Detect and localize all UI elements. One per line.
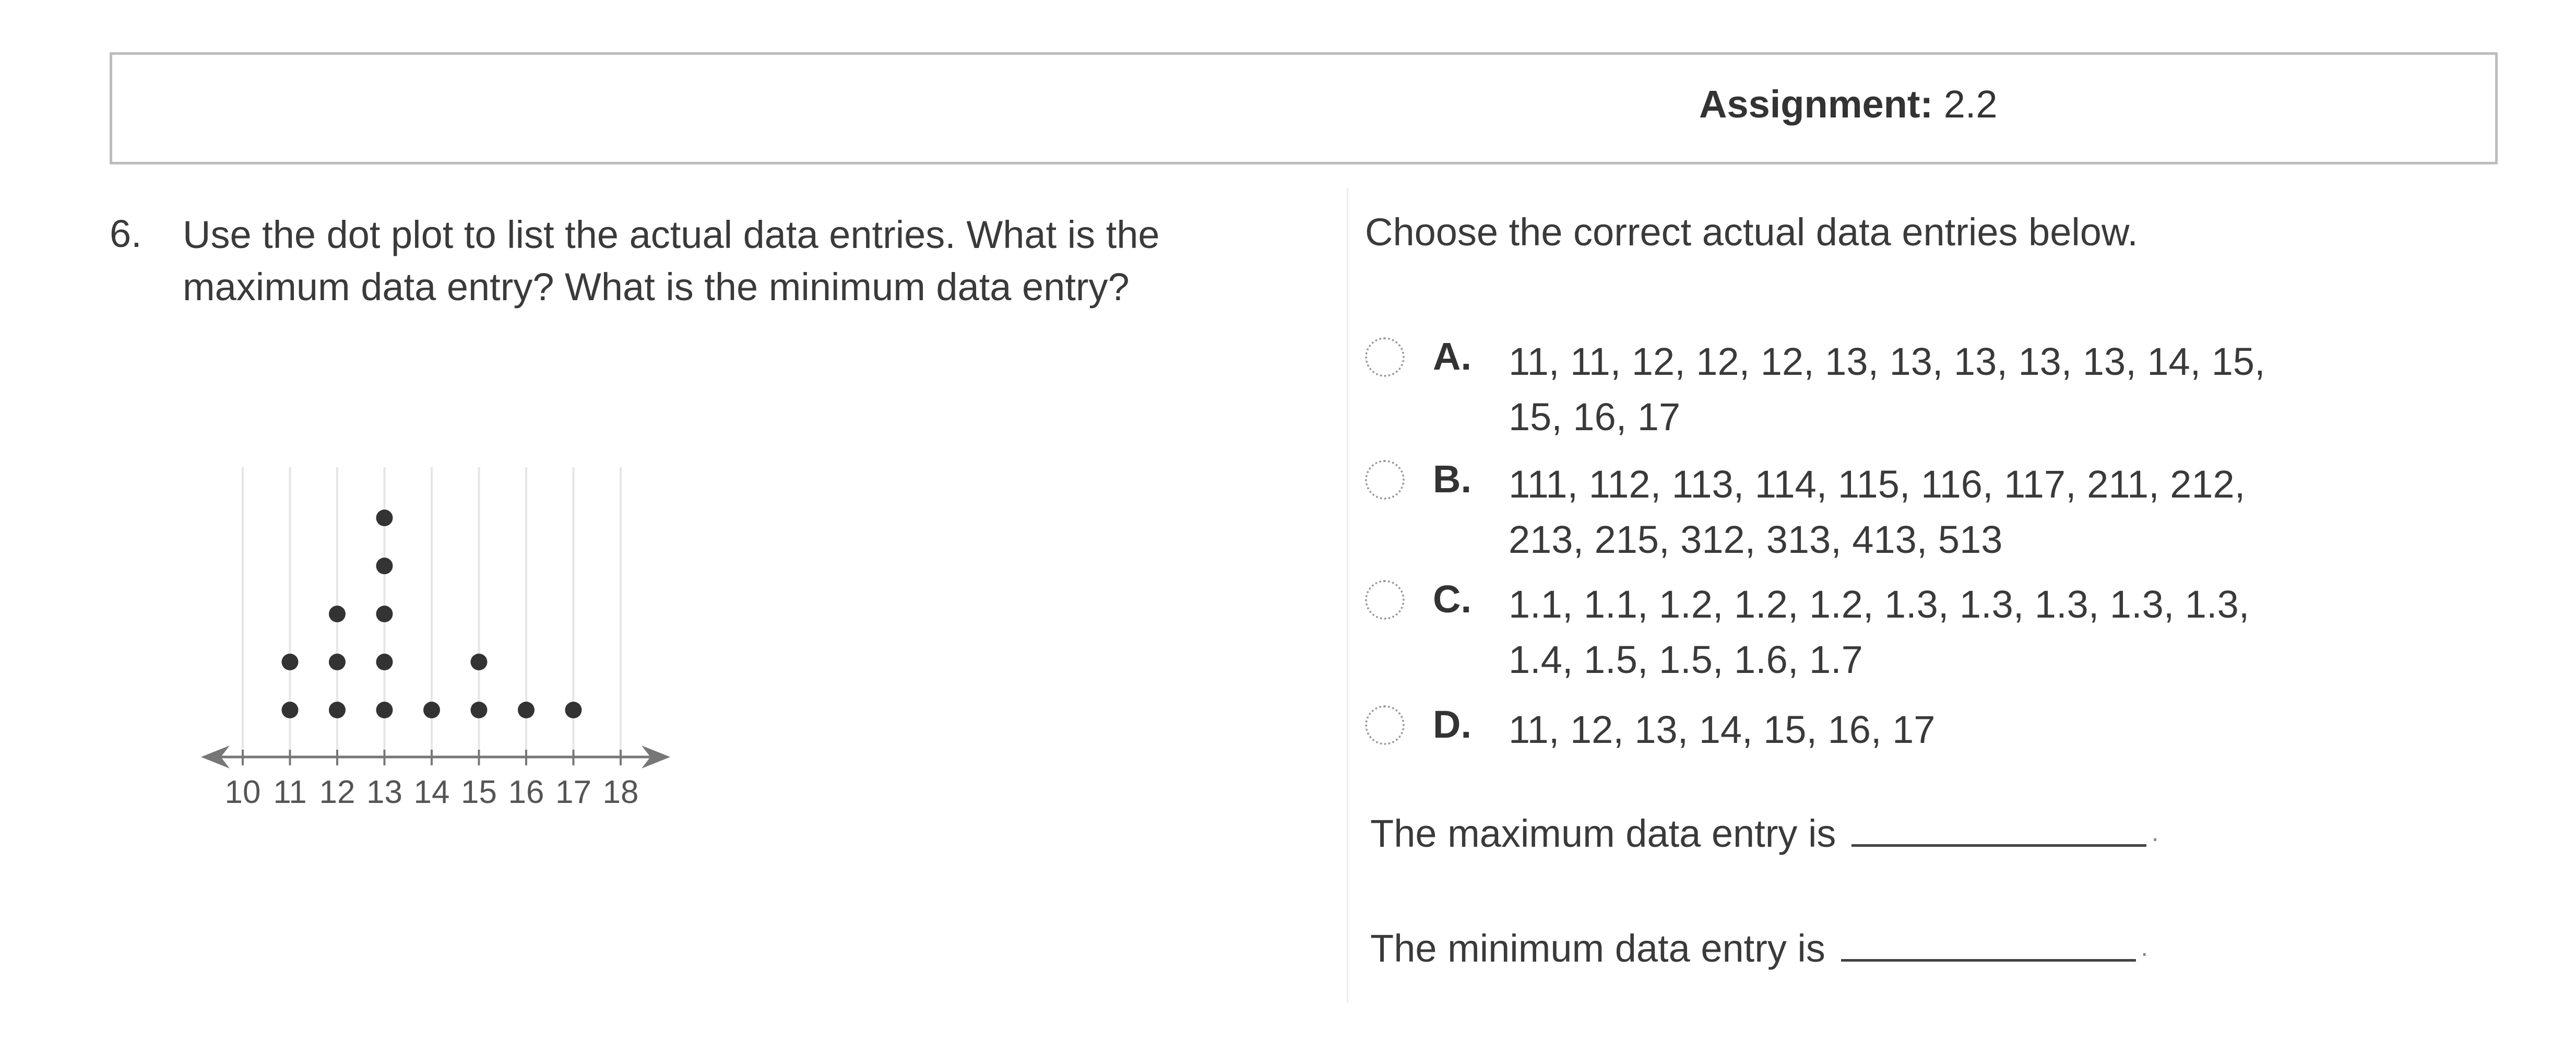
data-dot xyxy=(376,702,393,718)
data-dot xyxy=(282,654,299,670)
min-entry-period: · xyxy=(2140,938,2149,967)
data-dot xyxy=(376,558,393,574)
max-entry-label: The maximum data entry is xyxy=(1370,812,1836,855)
x-tick-label: 14 xyxy=(413,774,450,810)
choice-a-letter: A. xyxy=(1433,335,1471,378)
min-entry-row xyxy=(1370,921,2149,971)
choice-d-letter: D. xyxy=(1433,703,1471,746)
data-dot xyxy=(329,606,346,622)
max-entry-row xyxy=(1370,807,2159,856)
choice-b-text: 111, 112, 113, 114, 115, 116, 117, 211, 212, 213, 215, 312, 313, 413, 513 xyxy=(1509,463,2246,561)
x-tick-label: 15 xyxy=(461,774,497,810)
data-dot xyxy=(518,702,535,718)
data-dot xyxy=(376,654,393,670)
min-entry-label: The minimum data entry is xyxy=(1370,927,1825,970)
question-number: 6. xyxy=(110,212,142,255)
choice-c-text: 1.1, 1.1, 1.2, 1.2, 1.2, 1.3, 1.3, 1.3, 1.3, 1.3, 1.4, 1.5, 1.5, 1.6, 1.7 xyxy=(1509,583,2250,681)
data-dot xyxy=(471,654,488,670)
choice-d-radio[interactable] xyxy=(1365,705,1405,745)
x-tick-label: 17 xyxy=(555,774,591,810)
question-text: Use the dot plot to list the actual data entries. What is the maximum data entry? What is the minimum data entry? xyxy=(183,213,1160,309)
choice-b-letter: B. xyxy=(1433,457,1471,501)
data-dot xyxy=(376,606,393,622)
x-tick-label: 12 xyxy=(319,774,355,810)
choice-c-letter: C. xyxy=(1433,577,1471,621)
choice-d-text: 11, 12, 13, 14, 15, 16, 17 xyxy=(1509,708,1936,751)
assignment-value: 2.2 xyxy=(1943,82,1998,126)
min-entry-input[interactable] xyxy=(1841,921,2136,962)
x-tick-label: 13 xyxy=(366,774,402,810)
x-tick-label: 18 xyxy=(602,774,639,810)
data-dot xyxy=(282,702,299,718)
choice-c-radio[interactable] xyxy=(1365,580,1405,620)
assignment-title xyxy=(1699,82,1998,126)
data-dot xyxy=(329,654,346,670)
dot-plot xyxy=(183,454,684,820)
assignment-label: Assignment: xyxy=(1699,82,1933,126)
assignment-header xyxy=(110,52,2498,164)
x-tick-label: 10 xyxy=(224,774,261,810)
choice-a-radio[interactable] xyxy=(1365,337,1405,377)
data-dot xyxy=(471,702,488,718)
data-dot xyxy=(376,510,393,526)
data-dot xyxy=(565,702,582,718)
choice-b-radio[interactable] xyxy=(1365,460,1405,500)
data-dot xyxy=(423,702,440,718)
choice-a-text: 11, 11, 12, 12, 12, 13, 13, 13, 13, 13, 14, 15, 15, 16, 17 xyxy=(1509,340,2265,439)
answer-prompt: Choose the correct actual data entries below. xyxy=(1365,210,2138,254)
x-tick-label: 16 xyxy=(508,774,544,810)
max-entry-period: · xyxy=(2151,823,2160,853)
column-divider xyxy=(1347,188,1348,1002)
data-dot xyxy=(329,702,346,718)
x-tick-label: 11 xyxy=(273,774,307,810)
max-entry-input[interactable] xyxy=(1851,807,2146,847)
